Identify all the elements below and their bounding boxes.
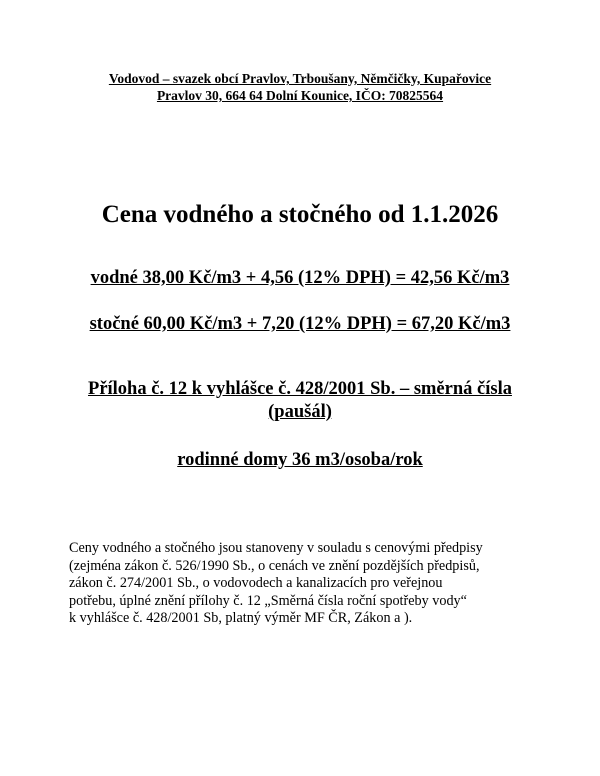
header-organization: Vodovod – svazek obcí Pravlov, Trboušany, Němčičky, Kupařovice: [108, 71, 492, 86]
header-address: Pravlov 30, 664 64 Dolní Kounice, IČO: 70825564: [156, 88, 444, 103]
sewer-price: stočné 60,00 Kč/m3 + 7,20 (12% DPH) = 67,20 Kč/m3: [89, 314, 511, 334]
legal-note: Ceny vodného a stočného jsou stanoveny v souladu s cenovými předpisy (zejména zákon č. 526/1990 Sb., o cenách ve znění pozdějších předpisů, zákon č. 274/2001 Sb., o vodovodech a kanalizacích pro veřejnou potřebu, úplné znění přílohy č. 12 „Směrná čísla roční spotřeby vody“ k vyhlášce č. 428/2001 Sb, platný výměr MF ČR, Zákon a ).: [69, 540, 483, 627]
appendix-heading: Příloha č. 12 k vyhlášce č. 428/2001 Sb. – směrná čísla (paušál): [88, 379, 512, 422]
water-price: vodné 38,00 Kč/m3 + 4,56 (12% DPH) = 42,56 Kč/m3: [90, 268, 510, 288]
document-title: Cena vodného a stočného od 1.1.2026: [101, 201, 499, 228]
document-header: [0, 70, 600, 104]
household-rate: rodinné domy 36 m3/osoba/rok: [177, 450, 423, 470]
